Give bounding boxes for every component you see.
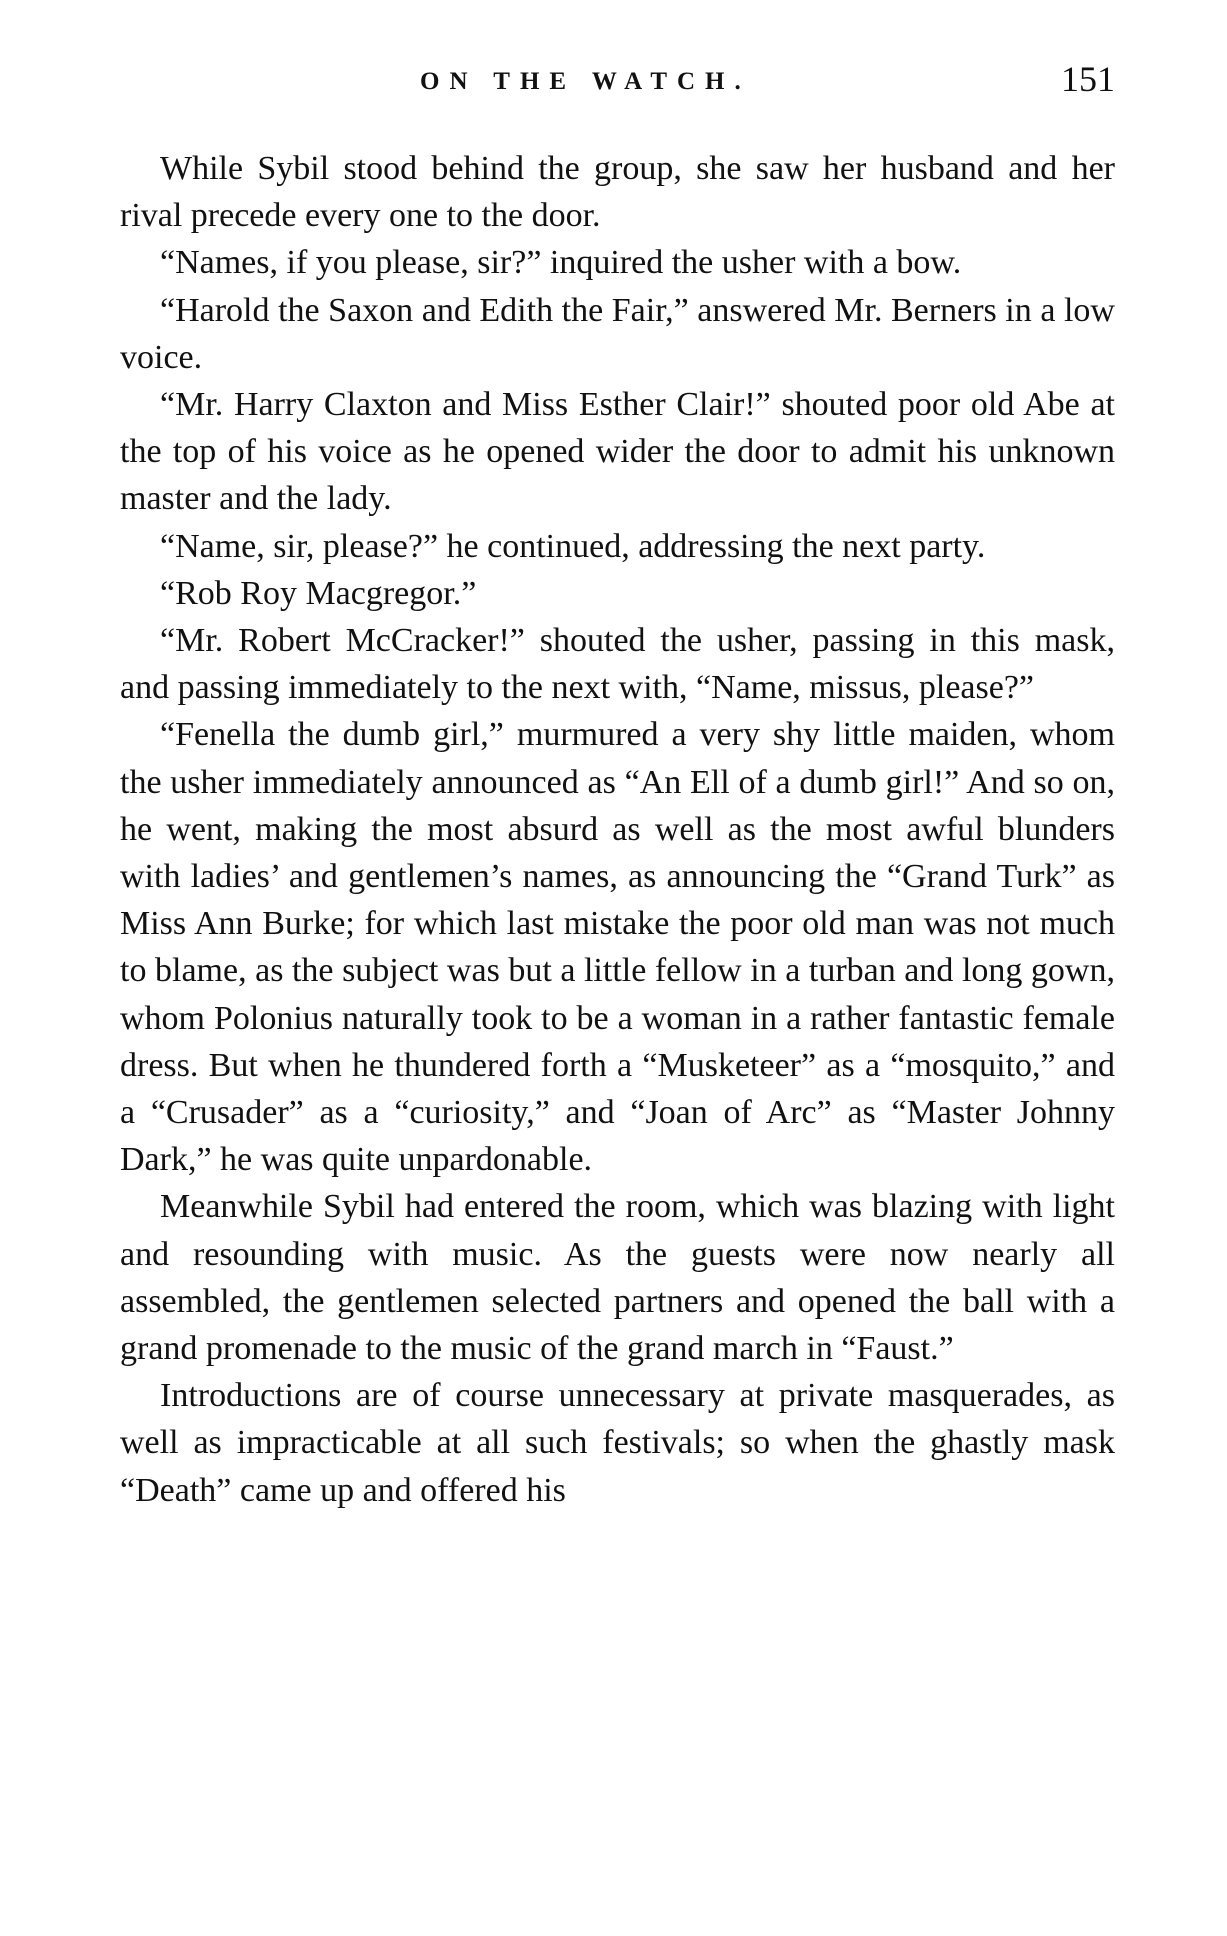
page-header	[120, 58, 1115, 108]
paragraph: “Harold the Saxon and Edith the Fair,” answered Mr. Berners in a low voice.	[120, 291, 1115, 376]
paragraph: Introductions are of course unnecessary at private masquerades, as well as impracticable at all such festivals; so when the ghastly mask “Death” came up and offered his	[120, 1377, 1115, 1509]
paragraph: “Fenella the dumb girl,” murmured a very shy little maiden, whom the usher immediately announced as “An Ell of a dumb girl!” And so on, he went, making the most absurd as well as the most awful blunders with ladies’ and gentlemen’s names, as announcing the “Grand Turk” as Miss Ann Burke; for which last mistake the poor old man was not much to blame, as the subject was but a little fellow in a turban and long gown, whom Polonius naturally took to be a woman in a rather fantastic female dress. But when he thundered forth a “Musketeer” as a “mosquito,” and a “Crusader” as a “curiosity,” and “Joan of Arc” as “Master Johnny Dark,” he was quite unpardonable.	[120, 716, 1115, 1179]
page-number: 151	[1061, 59, 1115, 99]
paragraph: Meanwhile Sybil had entered the room, which was blazing with light and resounding with music. As the guests were now nearly all assembled, the gentlemen selected partners and opened the ball with a grand promenade to the music of the grand march in “Faust.”	[120, 1188, 1115, 1368]
paragraph: While Sybil stood behind the group, she saw her husband and her rival precede every one to the door.	[120, 150, 1115, 235]
running-head: ON THE WATCH.	[420, 68, 751, 95]
paragraph: “Names, if you please, sir?” inquired the usher with a bow.	[160, 244, 962, 282]
paragraph: “Name, sir, please?” he continued, addressing the next party.	[160, 527, 986, 565]
paragraph: “Mr. Robert McCracker!” shouted the usher, passing in this mask, and passing immediately to the next with, “Name, missus, please?”	[120, 622, 1115, 707]
paragraph: “Mr. Harry Claxton and Miss Esther Clair!” shouted poor old Abe at the top of his voice as he opened wider the door to admit his unknown master and the lady.	[120, 386, 1115, 518]
paragraph: “Rob Roy Macgregor.”	[160, 574, 477, 612]
body-text	[120, 145, 1115, 1514]
